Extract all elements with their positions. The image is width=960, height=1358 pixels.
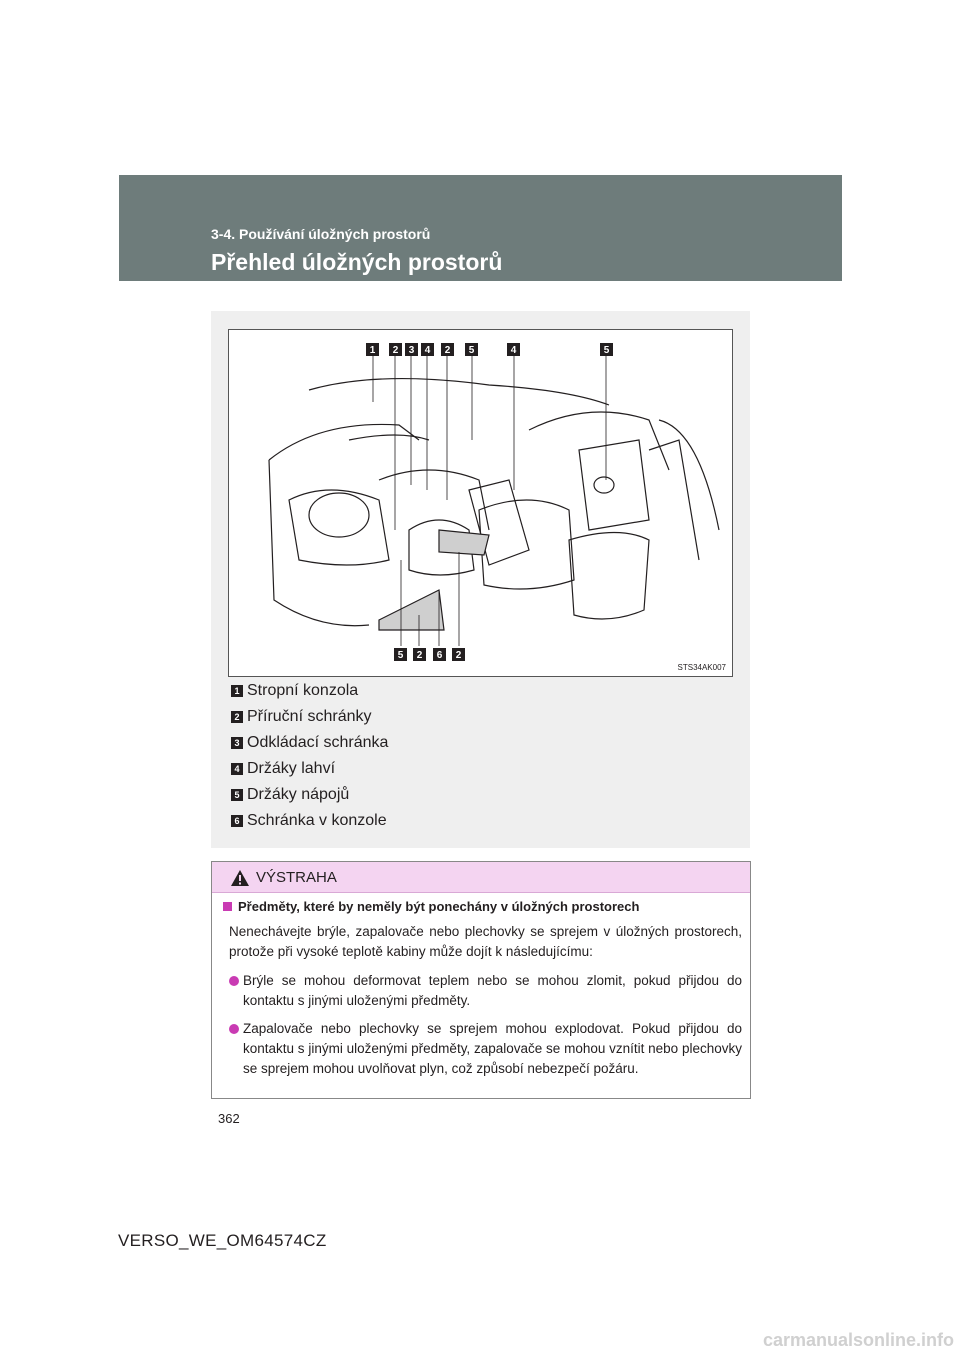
legend-number: 6 <box>231 815 243 827</box>
warning-intro: Nenechávejte brýle, zapalovače nebo plechovky se sprejem v úložných prostorech, protože při vysoké teplotě kabiny může dojít k následujícímu: <box>229 924 742 959</box>
warning-box <box>211 861 751 1099</box>
square-bullet-icon <box>223 902 232 911</box>
legend-label: Držáky nápojů <box>247 786 350 803</box>
callout-5c-label: 5 <box>397 650 404 661</box>
section-label: 3-4. Používání úložných prostorů <box>211 226 431 242</box>
warning-heading <box>223 899 639 914</box>
callout-1-label: 1 <box>369 345 376 356</box>
bullet-dot-icon <box>229 976 239 986</box>
callout-2d-label: 2 <box>455 650 462 661</box>
legend-item <box>231 759 335 779</box>
figure-code: STS34AK007 <box>677 663 726 672</box>
callout-3-label: 3 <box>408 345 415 356</box>
callout-4-label: 4 <box>424 345 431 356</box>
warning-triangle-icon <box>230 869 250 887</box>
bottom-callouts <box>394 648 465 661</box>
warning-bullet-text: Zapalovače nebo plechovky se sprejem mohou explodovat. Pokud přijdou do kontaktu s jinými uloženými předměty, zapalovače se mohou vznítit nebo plechovky se sprejem mohou uvolňovat plyn, což způsobí nebezpečí požáru. <box>243 1021 742 1076</box>
callout-2-label: 2 <box>392 345 399 356</box>
legend-number: 2 <box>231 711 243 723</box>
callout-2b-label: 2 <box>444 345 451 356</box>
warning-bullet <box>229 971 742 1011</box>
legend-number: 3 <box>231 737 243 749</box>
legend-label: Držáky lahví <box>247 760 336 777</box>
legend-number: 4 <box>231 763 243 775</box>
warning-heading-text: Předměty, které by neměly být ponechány v úložných prostorech <box>238 899 640 914</box>
legend-label: Odkládací schránka <box>247 734 389 751</box>
callout-6-label: 6 <box>436 650 443 661</box>
legend-label: Schránka v konzole <box>247 812 387 829</box>
top-callout-leaders <box>373 356 606 646</box>
legend-item <box>231 785 349 805</box>
callout-2c-label: 2 <box>416 650 423 661</box>
legend-item <box>231 707 371 727</box>
watermark: carmanualsonline.info <box>763 1330 955 1350</box>
legend-number: 5 <box>231 789 243 801</box>
interior-illustration <box>228 329 733 677</box>
callout-5b-label: 5 <box>603 345 610 356</box>
legend-label: Stropní konzola <box>247 682 359 699</box>
legend-item <box>231 733 388 753</box>
callout-4b-label: 4 <box>510 345 517 356</box>
warning-bullet-text: Brýle se mohou deformovat teplem nebo se mohou zlomit, pokud přijdou do kontaktu s jinými uloženými předměty. <box>243 973 742 1008</box>
document-code: VERSO_WE_OM64574CZ <box>118 1231 327 1250</box>
legend-label: Příruční schránky <box>247 708 372 725</box>
legend-item <box>231 681 358 701</box>
page-title: Přehled úložných prostorů <box>211 249 503 275</box>
legend-number: 1 <box>231 685 243 697</box>
page-number: 362 <box>218 1111 240 1126</box>
bullet-dot-icon <box>229 1024 239 1034</box>
legend-item <box>231 811 387 831</box>
warning-bullet <box>229 1019 742 1079</box>
car-interior-drawing <box>229 330 732 676</box>
warning-header <box>212 862 750 893</box>
callout-5-label: 5 <box>468 345 475 356</box>
top-callouts <box>366 343 613 356</box>
warning-title: VÝSTRAHA <box>256 869 337 886</box>
